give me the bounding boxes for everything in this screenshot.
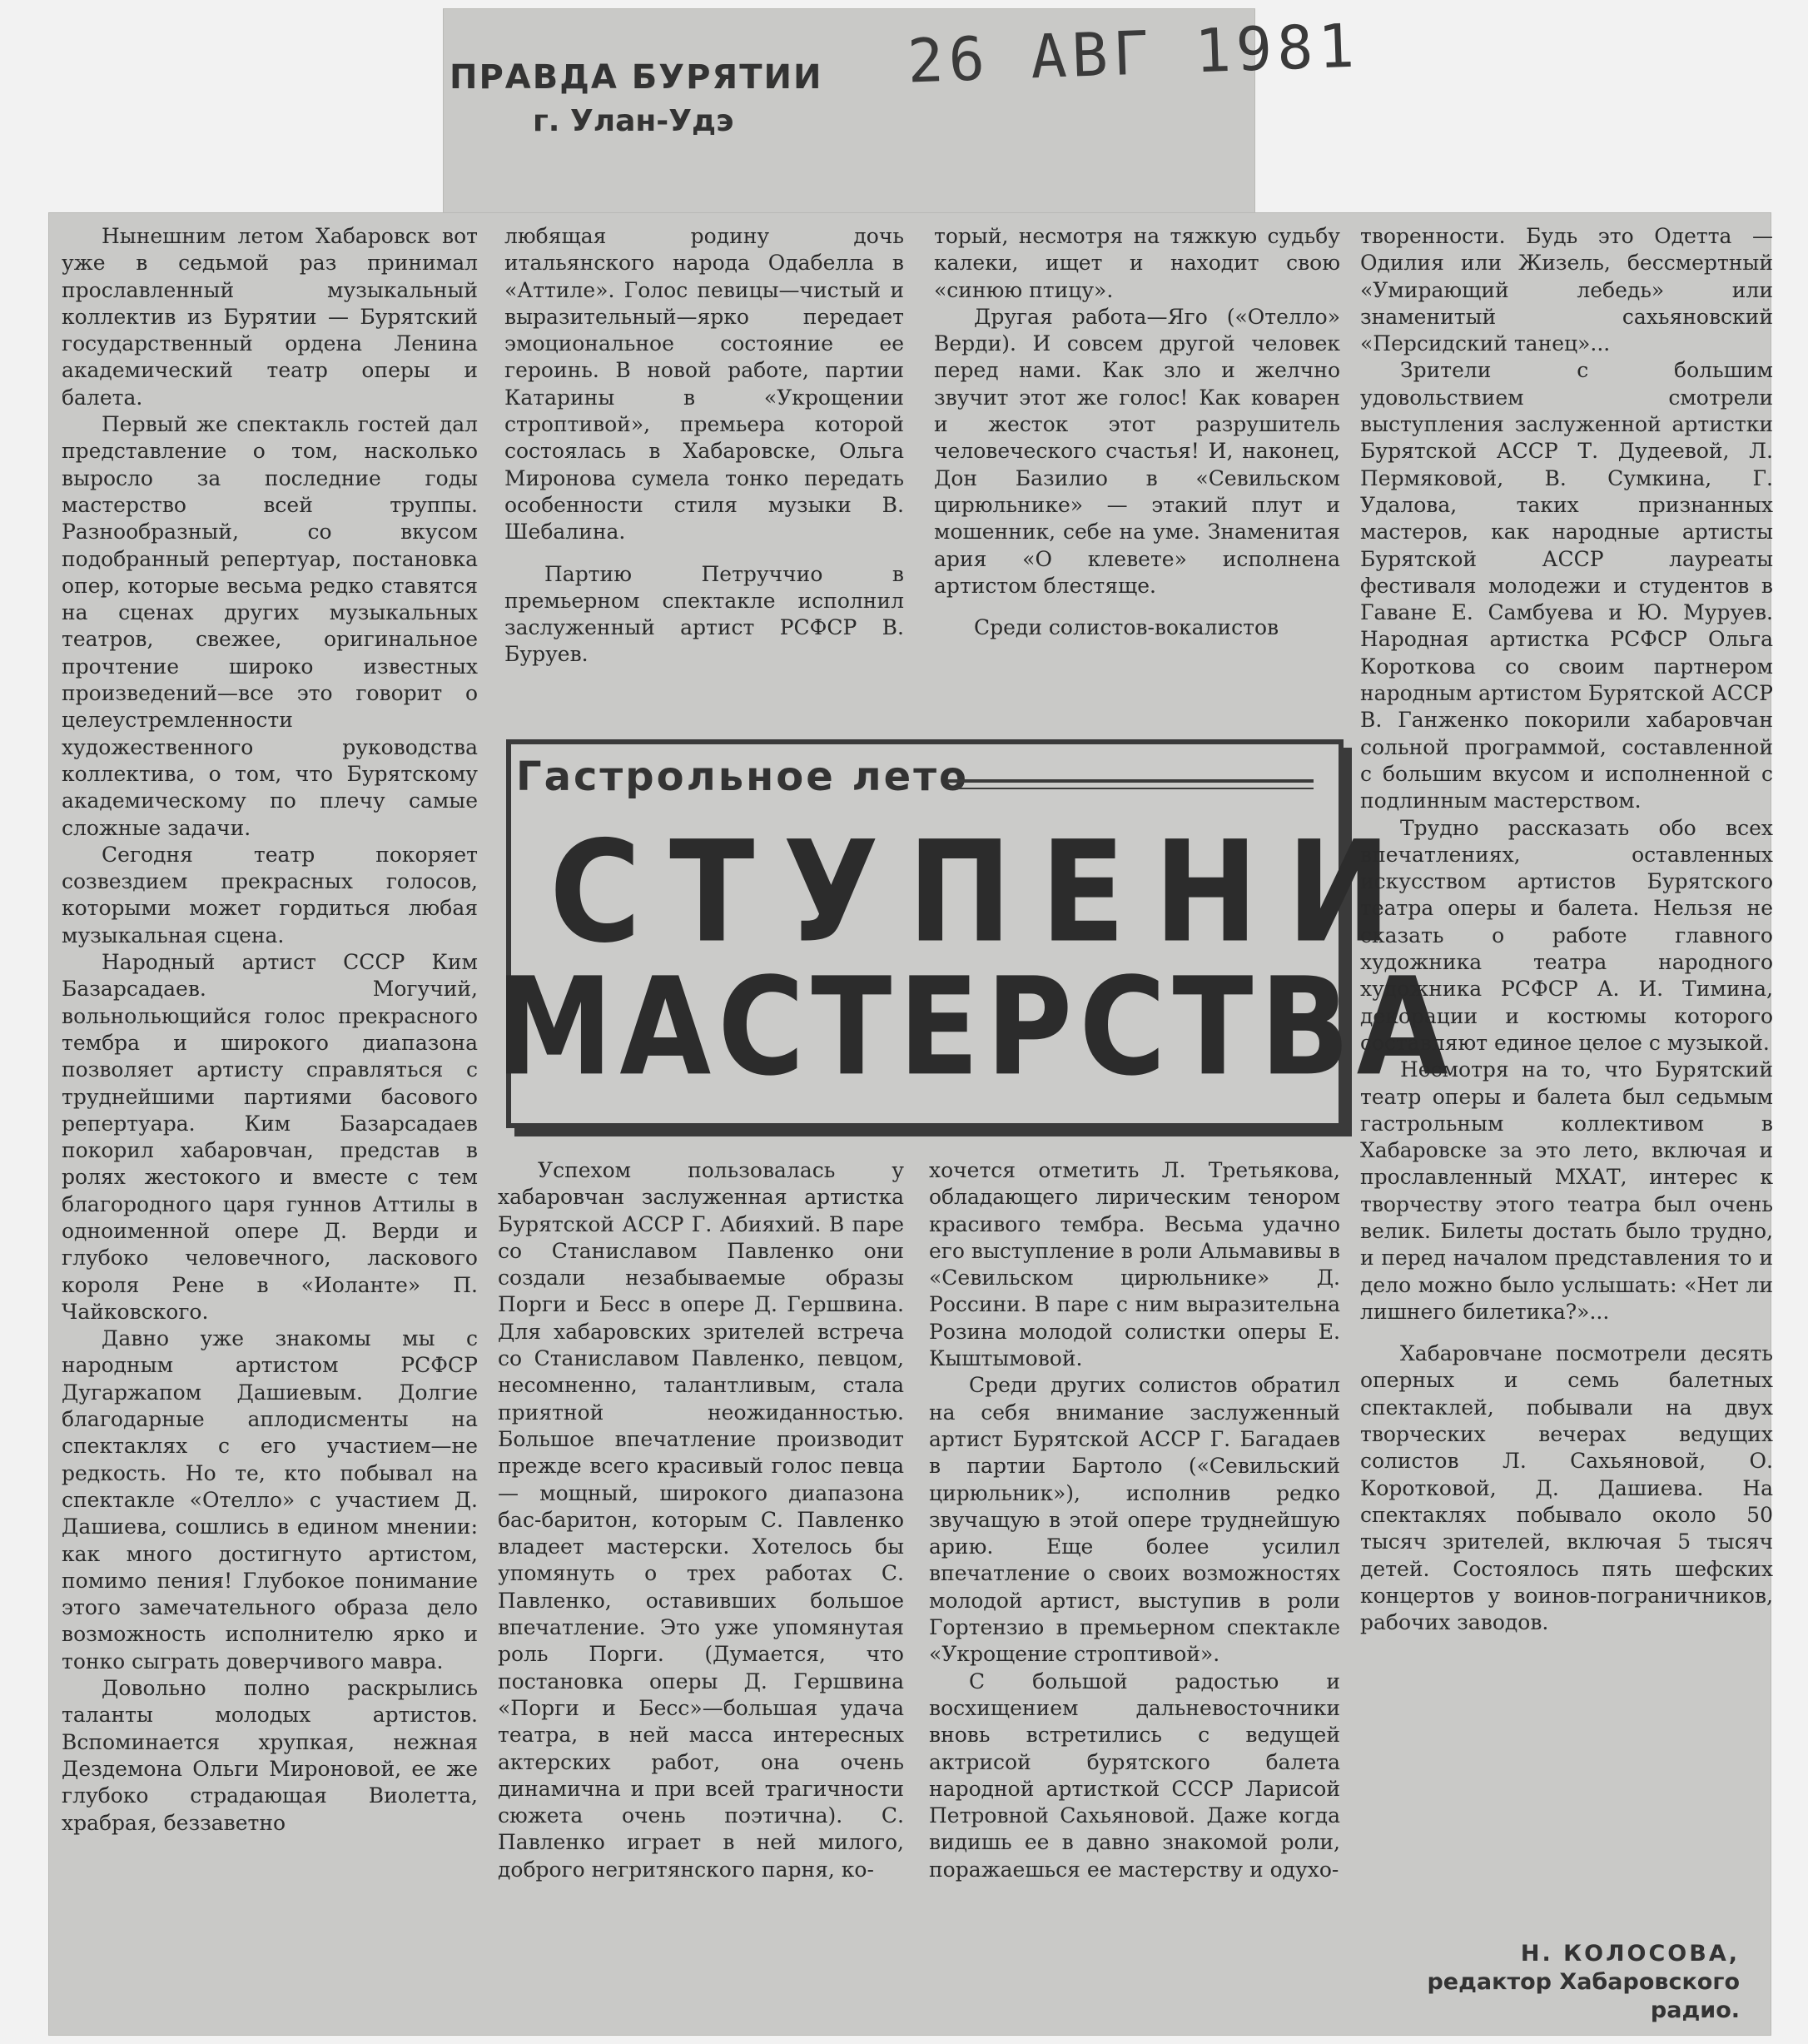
headline-kicker: Гастрольное лето — [516, 753, 970, 800]
paragraph: Партию Петруччио в премьерном спектакле исполнил заслуженный артист РСФСР В. Буруев. — [504, 561, 904, 667]
paragraph: Хабаровчане посмотрели десять оперных и семь балетных спектаклей, побывали на двух творческих вечерах ведущих солистов Л. Сахьяновой, О. Коротковой, Д. Дашиева. На спектаклях побывало около 50 тысяч зрителей, включая 5 тысяч детей. Состоялось пять шефских концертов у воинов-пограничников, рабочих заводов. — [1360, 1341, 1773, 1635]
paragraph: любящая родину дочь итальянского народа Одабелла в «Аттиле». Голос певицы—чистый и выразительный—ярко передает эмоциональное состояние ее героинь. В новой работе, партии Катарины в «Укрощении строптивой», премьера которой состоялась в Хабаровске, Ольга Миронова сумела тонко передать особенности стиля музыки В. Шебалина. — [504, 224, 904, 545]
paragraph: Среди других солистов обратил на себя внимание заслуженный артист Бурятской АССР Г. Багадаев в партии Бартоло («Севильский цирюльник»), исполнив редко звучащую в этой опере труднейшую арию. Еще более усилил впечатление о своих возможностях молодой артист, выступив в роли Гортензио в премьерном спектакле «Укрощение строптивой». — [929, 1373, 1340, 1667]
date-stamp: 26 АВГ 1981 — [906, 10, 1361, 97]
paragraph: Другая работа—Яго («Отелло» Верди). И совсем другой человек перед нами. Как зло и желчно звучит этот же голос! Как коварен и жесток этот разрушитель человеческого счастья! И, наконец, Дон Базилио в «Севильском цирюльнике» — этакий плут и мошенник, себе на уме. Знаменитая ария «О клевете» исполнена артистом блестяще. — [934, 304, 1340, 598]
article-column-4 — [1360, 223, 1773, 1905]
article-column-2-bottom — [498, 1157, 904, 2032]
author-name: Н. КОЛОСОВА, — [1520, 1941, 1740, 1967]
paragraph: Среди солистов-вокалистов — [974, 615, 1279, 640]
article-column-1 — [62, 223, 478, 2013]
paragraph: Зрители с большим удовольствием смотрели выступления заслуженной артистки Бурятской АССР Т. Дудеевой, Л. Пермяковой, В. Сумкина, Г. Удалова, таких признанных мастеров, как народные артисты Бурятской АССР лауреаты фестиваля молодежи и студентов в Гаване Е. Самбуева и Ю. Муруев. Народная артистка РСФСР Ольга Короткова со своим партнером народным артистом Бурятской АССР В. Ганженко покорили хабаровчан сольной программой, составленной с большим вкусом и исполненной с подлинным мастерством. — [1360, 358, 1773, 813]
newspaper-city: г. Улан-Удэ — [533, 104, 734, 138]
paragraph: Несмотря на то, что Бурятский театр оперы и балета был седьмым гастрольным коллективом в Хабаровске за это лето, включая и прославленный МХАТ, интерес к творчеству этого театра был очень велик. Билеты достать было трудно, и перед началом представления то и дело можно было услышать: «Нет ли лишнего билетика?»... — [1360, 1057, 1773, 1324]
paragraph: Довольно полно раскрылись таланты молодых артистов. Вспоминается хрупкая, нежная Дездемона Ольги Мироновой, ее же глубоко страдающая Виолетта, храбрая, беззаветно — [62, 1676, 478, 1835]
article-column-2-top — [504, 223, 904, 698]
paragraph: хочется отметить Л. Третьякова, обладающего лирическим тенором красивого тембра. Весьма удачно его выступление в роли Альмавивы в «Севильском цирюльнике» Д. Россини. В паре с ним выразительна Розина молодой солистки оперы Е. Кыштымовой. — [929, 1158, 1340, 1371]
paragraph: торый, несмотря на тяжкую судьбу калеки, ищет и находит свою «синюю птицу». — [934, 224, 1340, 302]
paragraph: Давно уже знакомы мы с народным артистом РСФСР Дугаржапом Дашиевым. Долгие благодарные аплодисменты на спектаклях с его участием—не редкость. Но те, кто побывал на спектакле «Отелло» с участием Д. Дашиева, сошлись в едином мнении: как много достигнуто артистом, помимо пения! Глубокое понимание этого замечательного образа дело возможность исполнителю ярко и тонко сыграть доверчивого мавра. — [62, 1326, 478, 1673]
paragraph: Народный артист СССР Ким Базарсадаев. Могучий, вольнольющийся голос прекрасного тембра и широкого диапазона позволяет артисту справляться с труднейшими партиями басового репертуара. Ким Базарсадаев покорил хабаровчан, представ в ролях жестокого и вместе с тем благородного царя гуннов Аттилы в одноименной опере Д. Верди и глубоко человечного, ласкового короля Рене в «Иоланте» П. Чайковского. — [62, 950, 478, 1324]
paragraph: Нынешним летом Хабаровск вот уже в седьмой раз принимал прославленный музыкальный коллектив из Бурятии — Бурятский государственный ордена Ленина академический театр оперы и балета. — [62, 224, 478, 410]
paragraph: С большой радостью и восхищением дальневосточники вновь встретились с ведущей актрисой бурятского балета народной артисткой СССР Ларисой Петровной Сахьяновой. Даже когда видишь ее в давно знакомой роли, поражаешься ее мастерству и одухо- — [929, 1669, 1340, 1882]
newspaper-title: ПРАВДА БУРЯТИИ — [450, 58, 823, 97]
paragraph: Трудно рассказать обо всех впечатлениях, оставленных искусством артистов Бурятского театра оперы и балета. Нельзя не сказать о работе главного художника театра народного художника РСФСР А. И. Тимина, декорации и костюмы которого составляют единое целое с музыкой. — [1360, 815, 1773, 1055]
article-column-3-top — [934, 223, 1340, 714]
paragraph: творенности. Будь это Одетта — Одилия или Жизель, бессмертный «Умирающий лебедь» или знаменитый сахьяновский «Персидский танец»... — [1360, 224, 1773, 356]
paragraph: Сегодня театр покоряет созвездием прекрасных голосов, которыми может гордиться любая музыкальная сцена. — [62, 842, 478, 947]
kicker-rule — [947, 779, 1314, 789]
author-signature — [1415, 1940, 1740, 2025]
paragraph: Первый же спектакль гостей дал представление о том, насколько выросло за последние годы мастерство всей труппы. Разнообразный, со вкусом подобранный репертуар, постановка опер, которые весьма редко ставятся на сценах других музыкальных театров, свежее, оригинальное прочтение широко известных произведений—все это говорит о целеустремленности художественного руководства коллектива, о том, что Бурятскому академическому по плечу самые сложные задачи. — [62, 412, 478, 840]
paragraph: Успехом пользовалась у хабаровчан заслуженная артистка Бурятской АССР Г. Абияхий. В паре со Станиславом Павленко они создали незабываемые образы Порги и Бесс в опере Д. Гершвина. Для хабаровских зрителей встреча со Станиславом Павленко, певцом, несомненно, талантливым, стала приятной неожиданностью. Большое впечатление производит прежде всего красивый голос певца — мощный, широкого диапазона бас-баритон, которым С. Павленко владеет мастерски. Хотелось бы упомянуть о трех работах С. Павленко, оставивших большое впечатление. Это уже упомянутая роль Порги. (Думается, что постановка оперы Д. Гершвина «Порги и Бесс»—большая удача театра, в ней масса интересных актерских работ, она очень динамична и при всей трагичности сюжета очень поэтична). С. Павленко играет в ней милого, доброго негритянского парня, ко- — [498, 1158, 904, 1882]
headline-title-line-1: СТУПЕНИ — [549, 812, 1420, 974]
article-column-3-bottom — [929, 1157, 1340, 2032]
author-position: редактор Хабаровского радио. — [1427, 1969, 1740, 2023]
headline-title-line-2: МАСТЕРСТВА — [495, 949, 1455, 1107]
